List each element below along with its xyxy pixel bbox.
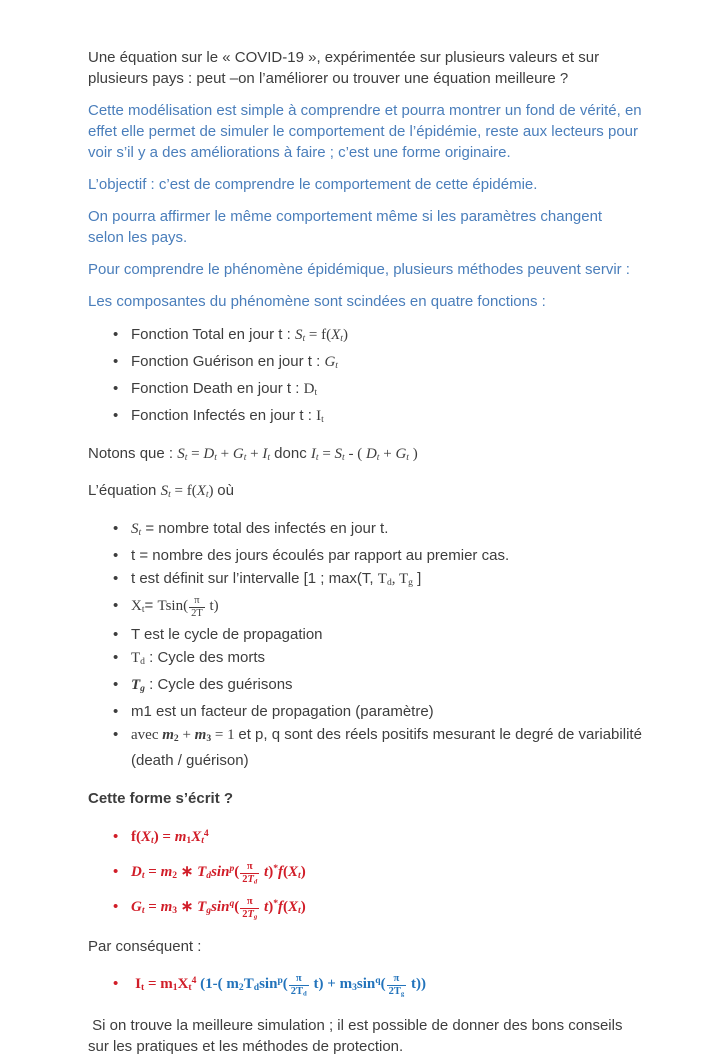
list-item-def-interval: • t est définit sur l’intervalle [1 ; max(T, Td, Tg ] — [113, 568, 642, 594]
list-item-def-m1: • m1 est un facteur de propagation (paramètre) — [113, 701, 642, 723]
formula-fxt: • $f(Xt) = m1Xt^4$ — [113, 823, 642, 852]
list-item-def-td: • Td : Cycle des morts — [113, 647, 642, 673]
paragraph-components: Les composantes du phénomène sont scindées en quatre fonctions : — [88, 293, 546, 310]
formula-it-blue-part: (1-( m2Tdsin$^p$( $\frac{\pi}{2Td}$ $t) + m3\sin^q$( $\frac{\pi}{2Tg}$ t)) — [200, 973, 426, 998]
paragraph-equation: L’équation St = f(Xt) où — [88, 481, 234, 500]
formula-it — [113, 970, 642, 999]
paragraph-methods: Pour comprendre le phénomène épidémique, plusieurs méthodes peuvent servir : — [88, 261, 630, 278]
list-functions — [113, 324, 642, 431]
paragraph-modelisation: Cette modélisation est simple à comprendre et pourra montrer un fond de vérité, en effet elle permet de simuler le comportement de l’épidémie, reste aux lecteurs pour voir s’il y a des améliorations à faire ; c’est une forme originaire. — [88, 102, 642, 161]
list-formulas — [113, 823, 642, 922]
list-it-formula — [113, 970, 642, 999]
formula-dt: • Dt = m2 ∗ Tdsin$^p$( $\frac{\pi}{2Td}$ t)*f(Xt) — [113, 858, 642, 887]
list-item-def-cycle: • T est le cycle de propagation — [113, 624, 642, 646]
list-item-function-total: • Fonction Total en jour t : St = f(Xt) — [113, 324, 642, 350]
paragraph-notons: Notons que : St = Dt + Gt + It donc It = St - ( Dt + Gt ) — [88, 445, 418, 464]
list-item-def-m2m3: • avec m2 + m3 = 1 et p, q sont des réels positifs mesurant le degré de variabilité (death / guérison) — [113, 724, 642, 772]
formula-gt: • Gt = m3 ∗ Tgsin$^q$( $\frac{\pi}{2Tg}$ t)*f(Xt) — [113, 893, 642, 922]
paragraph-consequent: Par conséquent : — [88, 938, 202, 956]
paragraph-objective: L’objectif : c’est de comprendre le comportement de cette épidémie. — [88, 176, 538, 193]
paragraph-affirmation: On pourra affirmer le même comportement même si les paramètres changent selon les pays. — [88, 208, 603, 246]
list-definitions — [113, 518, 642, 773]
paragraph-intro: Une équation sur le « COVID-19 », expérimentée sur plusieurs valeurs et sur plusieurs pays : peut –on l’améliorer ou trouver une équation meilleure ? — [88, 49, 600, 87]
list-item-function-guerison: • Fonction Guérison en jour t : Gt — [113, 351, 642, 377]
list-item-def-st: • St = nombre total des infectés en jour t. — [113, 518, 642, 544]
list-item-function-death: • Fonction Death en jour t : Dt — [113, 378, 642, 404]
heading-forme: Cette forme s’écrit ? — [88, 790, 234, 808]
list-item-def-t: • t = nombre des jours écoulés par rapport au premier cas. — [113, 545, 642, 567]
formula-it-red-part: $It = m1Xt^4$ — [135, 975, 197, 993]
paragraph-conclusion: Si on trouve la meilleure simulation ; il est possible de donner des bons conseils sur les pratiques et les méthodes de protection. — [88, 1016, 627, 1055]
list-item-def-tg: • Tg : Cycle des guérisons — [113, 674, 642, 700]
list-item-function-infectes: • Fonction Infectés en jour t : It — [113, 405, 642, 431]
list-item-def-xt: • Xt= Tsin( $\frac{\pi}{2T}$ t) — [113, 595, 642, 621]
